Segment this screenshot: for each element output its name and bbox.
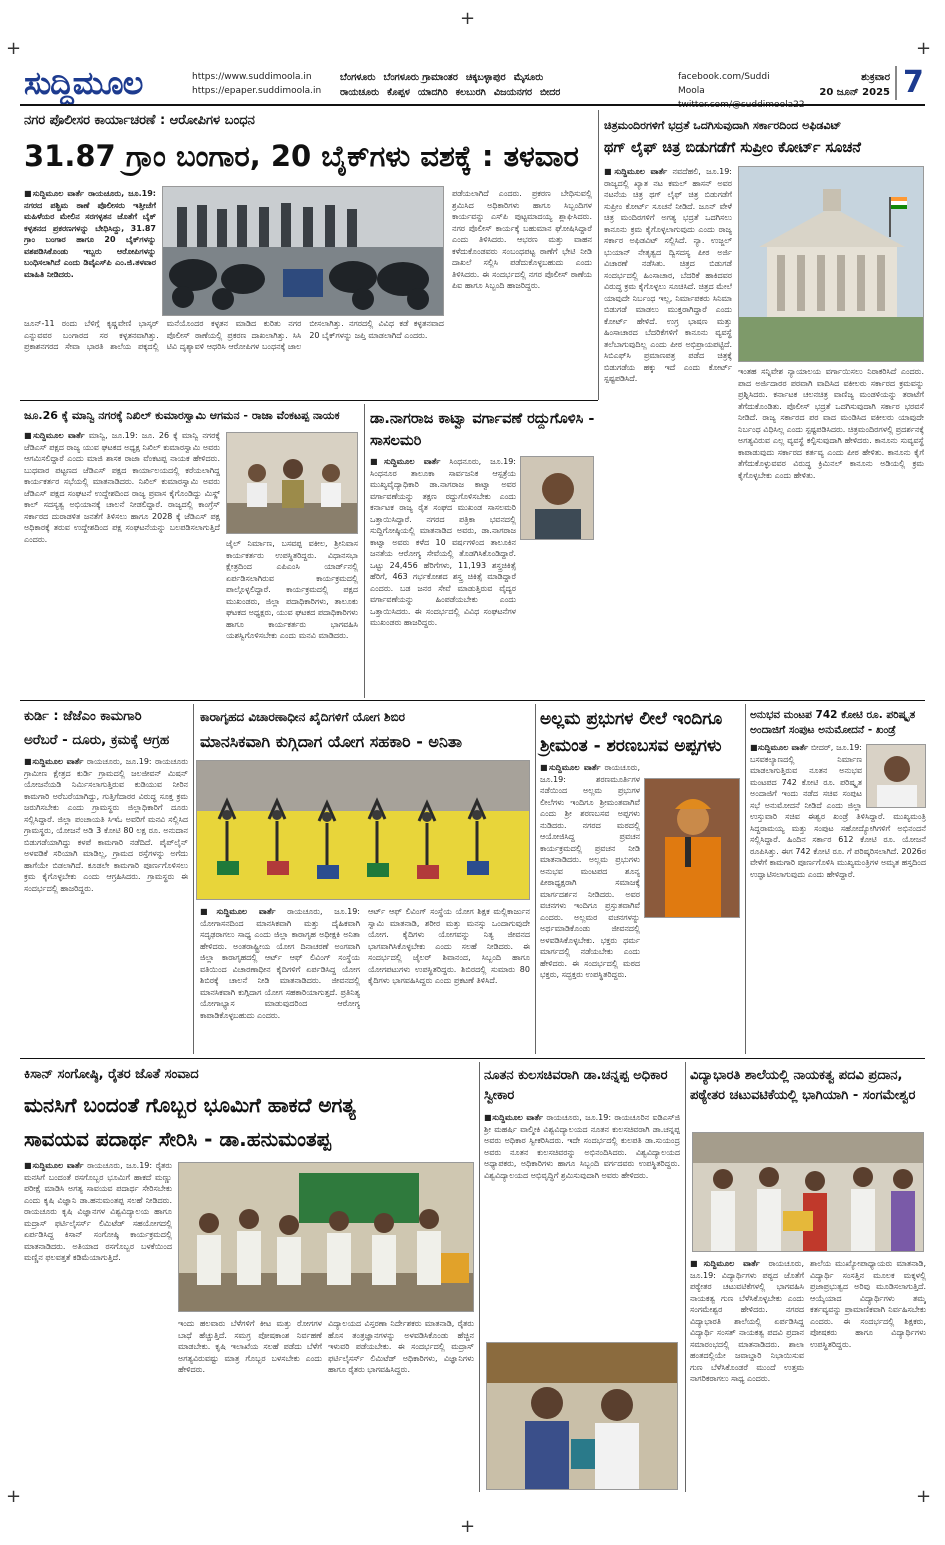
a1-body-text: ಜೂನ್‌-11 ರಂದು ಬೆಳಿಗ್ಗೆ ಕೃಷ್ಣವೇಣಿ ಭಾಸ್ಕರ್ ಎನ್ನುವವರ ಬಂಗಾರದ ಸರ ಕಳ್ಳತನವಾಗಿತ್ತು. ಪ್ರಕಾಶನಗರದ ಸೇವಾ ಭಾರತಿ ಶಾಲೆಯ ಪಕ್ಕದಲ್ಲಿ ಮನೆಯೊಂದರ ಕಳ್ಳತನ ಮಾಡಿದ ಕುರಿತು ನಗರ ಪೊಲೀಸ್ ಠಾಣೆಯಲ್ಲಿ ಪ್ರಕರಣ ದಾಖಲಾಗಿತ್ತು. ಸಿಸಿ ಟಿವಿ ದೃಶ್ಯಾವಳಿ ಆಧರಿಸಿ ಆರೋಪಿಗಳ ಬಂಧನಕ್ಕೆ ಜಾಲ ಬೀಸಲಾಗಿತ್ತು. ನಗರದಲ್ಲಿ ವಿವಿಧ ಕಡೆ ಕಳ್ಳತನವಾದ 20 ಬೈಕ್‌ಗಳನ್ನು ಜಪ್ತಿ ಮಾಡಲಾಗಿದೆ ಎಂದರು. bbox=[24, 319, 444, 351]
a2-byline: ■ಸುದ್ದಿಮೂಲ ವಾರ್ತೆ bbox=[604, 167, 668, 176]
a2-body bbox=[604, 166, 732, 696]
registration-mark-top: + bbox=[460, 8, 476, 29]
facebook-link[interactable]: facebook.com/Suddi Moola bbox=[678, 72, 770, 96]
registration-mark-tr: + bbox=[916, 38, 932, 59]
a11-title: ವಿದ್ಯಾಭಾರತಿ ಶಾಲೆಯಲ್ಲಿ ನಾಯಕತ್ವ ಪದವಿ ಪ್ರದಾನ, ಪಠ್ಯೇತರ ಚಟುವಟಿಕೆಯಲ್ಲಿ ಭಾಗಿಯಾಗಿ - ಸಂಗಮೇಶ್ವರ bbox=[690, 1068, 916, 1103]
school-event-illustration bbox=[693, 1133, 924, 1252]
a3-photo-meeting bbox=[226, 432, 358, 534]
a5-title: ಅರೆಬರೆ - ದೂರು, ಕ್ರಮಕ್ಕೆ ಆಗ್ರಹ bbox=[24, 732, 170, 748]
a9-byline: ■ಸುದ್ದಿಮೂಲ ವಾರ್ತೆ bbox=[24, 1161, 84, 1170]
a8-place: ಬೀದರ್, ಜೂ.19: bbox=[811, 743, 863, 752]
a7-a8-rule bbox=[745, 704, 746, 1054]
a6-a7-rule bbox=[535, 704, 536, 1054]
city-bengaluru-rural: ಬೆಂಗಳೂರು ಗ್ರಾಮಾಂತರ bbox=[383, 72, 458, 83]
city-bengaluru: ಬೆಂಗಳೂರು bbox=[340, 72, 376, 83]
a9-col3 bbox=[328, 1318, 474, 1490]
city-bidar: ಬೀದರ bbox=[540, 87, 561, 98]
city-vijayanagara: ವಿಜಯನಗರ bbox=[493, 87, 532, 98]
a10-a11-rule bbox=[685, 1062, 686, 1492]
a6-body bbox=[200, 906, 360, 1052]
a2-photo-supreme-court bbox=[738, 166, 924, 362]
meeting-photo-illustration bbox=[227, 433, 358, 534]
a7-body-text: ಶರಣಮೂರ್ತಿಗಳ ನಡೆಯಿಂದ ಅಲ್ಲಮ ಪ್ರಭುಗಳ ಲೀಲೆಗಳು ಇಂದಿಗೂ ಶ್ರೀಮಂತವಾಗಿವೆ ಎಂದು ಶ್ರೀ ಶರಣಬಸವ ಅಪ್ಪಗಳು ನುಡಿದರು. ನಗರದ ಮಠದಲ್ಲಿ ಆಯೋಜಿಸಿದ್ದ ಪ್ರವಚನ ಕಾರ್ಯಕ್ರಮದಲ್ಲಿ ಪ್ರವಚನ ನೀಡಿ ಮಾತನಾಡಿದರು. ಅಲ್ಲಮ ಪ್ರಭುಗಳು ಅನುಭವ ಮಂಟಪದ ಶೂನ್ಯ ಪೀಠಾಧ್ಯಕ್ಷರಾಗಿ ಸಮಾಜಕ್ಕೆ ಮಾರ್ಗದರ್ಶನ ನೀಡಿದರು. ಅವರ ವಚನಗಳು ಇಂದಿಗೂ ಪ್ರಸ್ತುತವಾಗಿವೆ ಎಂದರು. ಅಲ್ಲಮರ ವಚನಗಳನ್ನು ಅರ್ಥಮಾಡಿಕೊಂಡು ಜೀವನದಲ್ಲಿ ಅಳವಡಿಸಿಕೊಳ್ಳಬೇಕು. ಭಕ್ತರು ಧರ್ಮ ಮಾರ್ಗದಲ್ಲಿ ನಡೆಯಬೇಕು ಎಂದು ಹೇಳಿದರು. ಈ ಸಂದರ್ಭದಲ್ಲಿ ಮಠದ ಭಕ್ತರು, ಸದ್ಭಕ್ತರು ಉಪಸ್ಥಿತರಿದ್ದರು. bbox=[540, 774, 640, 979]
a9-col2 bbox=[178, 1318, 322, 1490]
registration-mark-bottom: + bbox=[460, 1516, 476, 1537]
a4-body bbox=[370, 456, 516, 696]
a1-col3 bbox=[452, 188, 592, 388]
a10-body bbox=[484, 1112, 680, 1340]
masthead-links bbox=[192, 70, 332, 98]
registration-mark-bl: + bbox=[6, 1486, 22, 1507]
city-mysuru: ಮೈಸೂರು bbox=[513, 72, 544, 83]
rule-row3 bbox=[20, 1058, 925, 1059]
masthead-logo: ಸುದ್ದಿಮೂಲ bbox=[24, 64, 143, 102]
a1-lead-text: ನಗರದ ಪಶ್ಚಿಮ ಠಾಣೆ ಪೊಲೀಸರು ಇತ್ತೀಚೆಗೆ ಮಹಿಳೆಯರ ಮೇಲಿನ ಸರಗಳ್ಳತನ ಜೊತೆಗೆ ಬೈಕ್ ಕಳ್ಳತನದ ಪ್ರಕರಣಗಳನ್ನು ಬೇಧಿಸಿದ್ದು, 31.87 ಗ್ರಾಂ ಬಂಗಾರ ಹಾಗೂ 20 ಬೈಕ್‌ಗಳನ್ನು ವಶಪಡಿಸಿಕೊಂಡು ಇಬ್ಬರು ಆರೋಪಿಗಳನ್ನು ಬಂಧಿಸಲಾಗಿದೆ ಎಂದು ಡಿವೈಎಸ್‌ಪಿ ಎಂ.ಜಿ.ತಳವಾರ ಮಾಹಿತಿ ನೀಡಿದರು. bbox=[24, 200, 156, 279]
a1-photo-police-bikes bbox=[162, 186, 444, 316]
a11-body-text: ವಿದ್ಯಾರ್ಥಿಗಳು ಪಠ್ಯದ ಜೊತೆಗೆ ಪಠ್ಯೇತರ ಚಟುವಟಿಕೆಗಳಲ್ಲಿ ಭಾಗವಹಿಸಿ ನಾಯಕತ್ವ ಗುಣ ಬೆಳೆಸಿಕೊಳ್ಳಬೇಕು ಎಂದು ಸಂಗಮೇಶ್ವರ ಹೇಳಿದರು. ನಗರದ ವಿದ್ಯಾಭಾರತಿ ಶಾಲೆಯಲ್ಲಿ ಏರ್ಪಡಿಸಿದ್ದ ವಿದ್ಯಾರ್ಥಿ ಸಂಸತ್ ನಾಯಕತ್ವ ಪದವಿ ಪ್ರದಾನ ಸಮಾರಂಭದಲ್ಲಿ ಮಾತನಾಡಿದರು. ಶಾಲಾ ಹಂತದಲ್ಲಿಯೇ ಜವಾಬ್ದಾರಿ ನಿಭಾಯಿಸುವ ಗುಣ ಬೆಳೆಸಿಕೊಂಡರೆ ಮುಂದೆ ಉತ್ತಮ ನಾಗರಿಕರಾಗಲು ಸಾಧ್ಯ ಎಂದರು. bbox=[690, 1270, 804, 1383]
a9-kicker: ಕಿಸಾನ್ ಸಂಗೋಷ್ಠಿ, ರೈತರ ಜೊತೆ ಸಂವಾದ bbox=[24, 1067, 199, 1082]
a11-place: ರಾಯಚೂರು, ಜೂ.19: bbox=[690, 1259, 804, 1280]
a11-byline: ■ಸುದ್ದಿಮೂಲ ವಾರ್ತೆ bbox=[690, 1259, 760, 1268]
a4-photo-portrait bbox=[520, 456, 594, 540]
a1-place: ರಾಯಚೂರು, ಜೂ.19: bbox=[88, 189, 156, 198]
bikes-photo-illustration bbox=[163, 187, 444, 316]
registration-mark-tl: + bbox=[6, 38, 22, 59]
city-chikkaballapura: ಚಿಕ್ಕಬಳ್ಳಾಪುರ bbox=[465, 72, 506, 83]
rule-row2 bbox=[20, 700, 925, 701]
a8-body bbox=[750, 742, 926, 1052]
a10-byline: ■ಸುದ್ದಿಮೂಲ ವಾರ್ತೆ bbox=[484, 1113, 544, 1122]
a9-col2-text: ಇಂದು ಹಲವಾರು ಬೆಳೆಗಳಿಗೆ ಕೀಟ ಮತ್ತು ರೋಗಗಳ ಬಾಧೆ ಹೆಚ್ಚುತ್ತಿದೆ. ಸಮಗ್ರ ಪೋಷಕಾಂಶ ನಿರ್ವಹಣೆ ಮಾಡಬೇಕು. ಕೃಷಿ ಇಲಾಖೆಯ ಸಲಹೆ ಪಡೆದು ಬೆಳೆಗೆ ಅಗತ್ಯವಿರುವಷ್ಟು ಮಾತ್ರ ಗೊಬ್ಬರ ಬಳಸಬೇಕು ಎಂದು ಹೇಳಿದರು. bbox=[178, 1319, 322, 1374]
issue-date-text: 20 ಜೂನ್ 2025 bbox=[819, 87, 890, 98]
a7-byline: ■ಸುದ್ದಿಮೂಲ ವಾರ್ತೆ bbox=[540, 763, 601, 772]
page-number: 7 bbox=[895, 66, 924, 100]
issue-day: ಶುಕ್ರವಾರ bbox=[861, 72, 890, 83]
a8-photo-minister bbox=[866, 744, 926, 808]
a5-kicker: ಕುರ್ಡಿ : ಜೆಜೆಎಂ ಕಾಮಗಾರಿ bbox=[24, 709, 142, 724]
a3-col2-text: ಜೈಲ್ ನಿರ್ಮಾಣ, ಬಸವಪ್ಪ ವಕೀಲ, ಶ್ರೀನಿವಾಸ ಕಾರ್ಯಕರ್ತರು ಉಪಸ್ಥಿತರಿದ್ದರು. ವಿಧಾನಸಭಾ ಕ್ಷೇತ್ರದಿಂದ ಎಪಿಎಂಸಿ ಯಾರ್ಡ್‌ನಲ್ಲಿ ಏರ್ಪಡಿಸಲಾಗಿರುವ ಕಾರ್ಯಕ್ರಮದಲ್ಲಿ ಪಾಲ್ಗೊಳ್ಳಲಿದ್ದಾರೆ. ಕಾರ್ಯಕ್ರಮದಲ್ಲಿ ಪಕ್ಷದ ಮುಖಂಡರು, ಜಿಲ್ಲಾ ಪದಾಧಿಕಾರಿಗಳು, ತಾಲೂಕು ಘಟಕದ ಅಧ್ಯಕ್ಷರು, ಯುವ ಘಟಕದ ಪದಾಧಿಕಾರಿಗಳು ಹಾಗೂ ಕಾರ್ಯಕರ್ತರು ಭಾಗವಹಿಸಿ ಯಶಸ್ವಿಗೊಳಿಸಬೇಕು ಎಂದು ಮನವಿ ಮಾಡಿದರು. bbox=[226, 539, 358, 640]
a6-title: ಮಾನಸಿಕವಾಗಿ ಕುಗ್ಗಿದಾಗ ಯೋಗ ಸಹಕಾರಿ - ಅನಿತಾ bbox=[200, 732, 462, 751]
a9-body-text: ರೈತರು ಮನಸಿಗೆ ಬಂದಂತೆ ರಸಗೊಬ್ಬರ ಭೂಮಿಗೆ ಹಾಕದೆ ಮಣ್ಣು ಪರೀಕ್ಷೆ ಮಾಡಿಸಿ ಅಗತ್ಯ ಸಾವಯವ ಪದಾರ್ಥ ಸೇರಿಸಬೇಕು ಎಂದು ಕೃಷಿ ವಿಜ್ಞಾನಿ ಡಾ.ಹನುಮಂತಪ್ಪ ಸಲಹೆ ನೀಡಿದರು. ರಾಯಚೂರು ಕೃಷಿ ವಿಜ್ಞಾನಗಳ ವಿಶ್ವವಿದ್ಯಾಲಯ ಹಾಗೂ ಮದ್ರಾಸ್ ಫರ್ಟಿಲೈಸರ್ಸ್ ಲಿಮಿಟೆಡ್ ಸಹಯೋಗದಲ್ಲಿ ಏರ್ಪಡಿಸಿದ್ದ ಕಿಸಾನ್ ಸಂಗೋಷ್ಠಿ ಕಾರ್ಯಕ್ರಮದಲ್ಲಿ ಮಾತನಾಡಿದರು. ಅತಿಯಾದ ರಸಗೊಬ್ಬರ ಬಳಕೆಯಿಂದ ಮಣ್ಣಿನ ಫಲವತ್ತತೆ ಕಡಿಮೆಯಾಗುತ್ತಿದೆ. bbox=[24, 1161, 172, 1262]
a3-body-text: ಜೂ. 26 ಕ್ಕೆ ಮಾನ್ವಿ ನಗರಕ್ಕೆ ಜೆಡಿಎಸ್ ಪಕ್ಷದ ರಾಜ್ಯ ಯುವ ಘಟಕದ ಅಧ್ಯಕ್ಷ ನಿಖಿಲ್ ಕುಮಾರಸ್ವಾಮಿ ಅವರು ಆಗಮಿಸಲಿದ್ದಾರೆ ಎಂದು ಮಾಜಿ ಶಾಸಕ ರಾಜಾ ವೆಂಕಟಪ್ಪ ನಾಯಕ ಹೇಳಿದರು. ಬುಧವಾರ ಪಟ್ಟಣದ ಜೆಡಿಎಸ್ ಪಕ್ಷದ ಕಾರ್ಯಾಲಯದಲ್ಲಿ ಕರೆಯಲಾಗಿದ್ದ ಕಾರ್ಯಕರ್ತರ ಸಭೆಯಲ್ಲಿ ಮಾತನಾಡಿದರು. ನಿಖಿಲ್ ಕುಮಾರಸ್ವಾಮಿ ಅವರು ಜೆಡಿಎಸ್ ಪಕ್ಷದ ಸಂಘಟನೆ ಉದ್ದೇಶದಿಂದ ರಾಜ್ಯ ಪ್ರವಾಸ ಕೈಗೊಂಡಿದ್ದು ಮಿಸ್ಡ್ ಕಾಲ್ ಸದಸ್ಯತ್ವ ಅಭಿಯಾನಕ್ಕೆ ಚಾಲನೆ ನೀಡಲಿದ್ದಾರೆ. ರಾಜ್ಯದಲ್ಲಿ ಕಾಂಗ್ರೆಸ್ ಸರ್ಕಾರದ ದುರಾಡಳಿತ ಜನತೆಗೆ ತಿಳಿಸಲು ಹಾಗೂ 2028 ಕ್ಕೆ ಜೆಡಿಎಸ್ ಪಕ್ಷ ಅಧಿಕಾರಕ್ಕೆ ತರುವ ಉದ್ದೇಶದಿಂದ ಪಕ್ಷ ಸಂಘಟನೆಯನ್ನು ಬಲಪಡಿಸಲಾಗುತ್ತಿದೆ ಎಂದರು. bbox=[24, 431, 220, 544]
city-kalaburagi: ಕಲಬುರಗಿ bbox=[455, 87, 486, 98]
a6-col2-text: ಆರ್ಟ್ ಆಫ್ ಲಿವಿಂಗ್ ಸಂಸ್ಥೆಯ ಯೋಗ ಶಿಕ್ಷಕ ಮಲ್ಲಿಕಾರ್ಜುನ ಸ್ವಾಮಿ ಮಾತನಾಡಿ, ಶರೀರ ಮತ್ತು ಮನಸ್ಸು ಒಂದಾಗುವುದೇ ಯೋಗ. ಕೈದಿಗಳು ಯೋಗವನ್ನು ನಿತ್ಯ ಜೀವನದ ಭಾಗವಾಗಿಸಿಕೊಳ್ಳಬೇಕು ಎಂದು ಸಲಹೆ ನೀಡಿದರು. ಈ ಸಂದರ್ಭದಲ್ಲಿ ಜೈಲರ್ ಶಿವಾನಂದ, ಸಿಬ್ಬಂದಿ ಹಾಗೂ ಯೋಗಪಟುಗಳು ಉಪಸ್ಥಿತರಿದ್ದರು. ಶಿಬಿರದಲ್ಲಿ ಸುಮಾರು 80 ಕೈದಿಗಳು ಭಾಗವಹಿಸಿದ್ದರು ಎಂದು ಪ್ರಕಟಣೆ ತಿಳಿಸಿದೆ. bbox=[368, 907, 530, 985]
a5-a6-rule bbox=[193, 704, 194, 1054]
a8-body-text: ಬಸವಕಲ್ಯಾಣದಲ್ಲಿ ನಿರ್ಮಾಣ ಮಾಡಲಾಗುತ್ತಿರುವ ನೂತನ ಅನುಭವ ಮಂಟಪದ 742 ಕೋಟಿ ರೂ. ಪರಿಷ್ಕೃತ ಅಂದಾಜಿಗೆ ಇಂದು ನಡೆದ ಸಚಿವ ಸಂಪುಟ ಸಭೆ ಅನುಮೋದನೆ ನೀಡಿದೆ ಎಂದು ಜಿಲ್ಲಾ ಉಸ್ತುವಾರಿ ಸಚಿವ ಈಶ್ವರ ಖಂಡ್ರೆ ತಿಳಿಸಿದ್ದಾರೆ. ಮುಖ್ಯಮಂತ್ರಿ ಸಿದ್ದರಾಮಯ್ಯ ಮತ್ತು ಸಂಪುಟ ಸಹೋದ್ಯೋಗಿಗಳಿಗೆ ಅಭಿನಂದನೆ ಸಲ್ಲಿಸಿದ್ದಾರೆ. ಹಿಂದಿನ ಸರ್ಕಾರ 612 ಕೋಟಿ ರೂ. ಯೋಜನೆ ರೂಪಿಸಿತ್ತು. ಈಗ 742 ಕೋಟಿ ರೂ. ಗೆ ಪರಿಷ್ಕರಿಸಲಾಗಿದೆ. 2026ರ ವೇಳೆಗೆ ಕಾಮಗಾರಿ ಪೂರ್ಣಗೊಳಿಸಿ ಮುಖ್ಯಮಂತ್ರಿಗಳ ಅಮೃತ ಹಸ್ತದಿಂದ ಉದ್ಘಾಟಿಸಲಾಗುವುದು ಎಂದು ಹೇಳಿದ್ದಾರೆ. bbox=[750, 754, 926, 879]
a2-place: ನವದೆಹಲಿ, ಜೂ.19: bbox=[672, 167, 732, 176]
a8-title: ಅನುಭವ ಮಂಟಪ 742 ಕೋಟಿ ರೂ. ಪರಿಷ್ಕೃತ ಅಂದಾಜಿಗೆ ಸಂಪುಟ ಅನುಮೋದನೆ - ಖಂಡ್ರೆ bbox=[750, 709, 916, 736]
a10-place: ರಾಯಚೂರು, ಜೂ.19: bbox=[546, 1113, 612, 1122]
a4-place: ಸಿಂಧನೂರು, ಜೂ.19: bbox=[449, 457, 516, 466]
a2-kicker: ಚಿತ್ರಮಂದಿರಗಳಿಗೆ ಭದ್ರತೆ ಒದಗಿಸುವುದಾಗಿ ಸರ್ಕಾರದಿಂದ ಅಫಿಡವಿಟ್ bbox=[604, 119, 842, 132]
a11-photo-school bbox=[692, 1132, 924, 1252]
a3-body bbox=[24, 430, 220, 696]
a4-body-text: ಸಿಂಧನೂರ ತಾಲೂಕಾ ಸಾರ್ವಜನಿಕ ಆಸ್ಪತ್ರೆಯ ಮುಖ್ಯವೈದ್ಯಾಧಿಕಾರಿ ಡಾ.ನಾಗರಾಜ ಕಾಟ್ವಾ ಅವರ ವರ್ಗಾವಣೆಯನ್ನು ತಕ್ಷಣ ರದ್ದುಗೊಳಿಸಬೇಕು ಎಂದು ಕರ್ನಾಟಕ ರಾಜ್ಯ ರೈತ ಸಂಘದ ಮುಖಂಡ ಸಾಸಲಮರಿ ಒತ್ತಾಯಿಸಿದ್ದಾರೆ. ನಗರದ ಪತ್ರಿಕಾ ಭವನದಲ್ಲಿ ಸುದ್ದಿಗೋಷ್ಠಿಯಲ್ಲಿ ಮಾತನಾಡಿದ ಅವರು, ಡಾ.ನಾಗರಾಜ ಕಾಟ್ವಾ ಅವರು ಕಳೆದ 10 ವರ್ಷಗಳಿಂದ ತಾಲೂಕಿನ ಜನತೆಯ ಆರೋಗ್ಯ ಸೇವೆಯಲ್ಲಿ ತೊಡಗಿಸಿಕೊಂಡಿದ್ದಾರೆ. ಒಟ್ಟು 24,456 ಹೆರಿಗೆಗಳು, 11,193 ಶಸ್ತ್ರಚಿಕಿತ್ಸೆ ಹೆರಿಗೆ, 463 ಗರ್ಭಕೋಶದ ಶಸ್ತ್ರ ಚಿಕಿತ್ಸೆ ಮಾಡಿದ್ದಾರೆ ಎಂದರು. ಬಡ ಜನರ ಸೇವೆ ಮಾಡುತ್ತಿರುವ ವೈದ್ಯರ ವರ್ಗಾವಣೆಯನ್ನು ಹಿಂಪಡೆಯಬೇಕು ಎಂದು ಒತ್ತಾಯಿಸಿದರು. ಈ ಸಂದರ್ಭದಲ್ಲಿ ವಿವಿಧ ಸಂಘಟನೆಗಳ ಮುಖಂಡರು ಹಾಜರಿದ್ದರು. bbox=[370, 468, 516, 627]
a1-lead bbox=[24, 188, 156, 303]
a5-place: ರಾಯಚೂರು, ಜೂ.19: bbox=[86, 757, 152, 766]
city-koppal: ಕೊಪ್ಪಳ bbox=[387, 87, 410, 98]
swamiji-illustration bbox=[645, 779, 740, 918]
registration-mark-br: + bbox=[916, 1486, 932, 1507]
a9-title-1: ಮನಸಿಗೆ ಬಂದಂತೆ ಗೊಬ್ಬರ ಭೂಮಿಗೆ ಹಾಕದೆ ಅಗತ್ಯ bbox=[24, 1093, 356, 1117]
a4-byline: ■ಸುದ್ದಿಮೂಲ ವಾರ್ತೆ bbox=[370, 457, 441, 466]
a6-photo-yoga bbox=[196, 760, 530, 900]
a1-body bbox=[24, 318, 444, 390]
a1-col3-text: ಪಡೆಯಲಾಗಿದೆ ಎಂದರು. ಪ್ರಕರಣ ಬೇಧಿಸುವಲ್ಲಿ ಶ್ರಮಿಸಿದ ಅಧಿಕಾರಿಗಳು ಹಾಗೂ ಸಿಬ್ಬಂದಿಗಳ ಕಾರ್ಯವನ್ನು ಎಸ್‌ಪಿ ಪುಟ್ಟಮಾದಯ್ಯ ಶ್ಲಾಘಿಸಿದರು. ನಗರ ಪೊಲೀಸ್ ಕಾರ್ಯಕ್ಕೆ ಬಹುಮಾನ ಘೋಷಿಸಿದ್ದಾರೆ ಎಂದು ತಿಳಿಸಿದರು. ಆಭರಣ ಮತ್ತು ವಾಹನ ಕಳೆದುಕೊಂಡವರು ಸಂಬಂಧಪಟ್ಟ ಠಾಣೆಗೆ ಭೇಟಿ ನೀಡಿ ದಾಖಲೆ ಸಲ್ಲಿಸಿ ಪಡೆದುಕೊಳ್ಳಬಹುದು ಎಂದು ತಿಳಿಸಿದರು. ಈ ಸಂದರ್ಭದಲ್ಲಿ ನಗರ ಪೊಲೀಸ್ ಠಾಣೆಯ ಪಿಐ ಹಾಗೂ ಸಿಬ್ಬಂದಿ ಹಾಜರಿದ್ದರು. bbox=[452, 189, 592, 290]
a6-kicker: ಕಾರಾಗೃಹದ ವಿಚಾರಣಾಧೀನ ಖೈದಿಗಳಿಗೆ ಯೋಗ ಶಿಬಿರ bbox=[200, 710, 406, 724]
a1-kicker: ನಗರ ಪೊಲೀಸರ ಕಾರ್ಯಾಚರಣೆ : ಆರೋಪಿಗಳ ಬಂಧನ bbox=[24, 113, 255, 128]
a8-byline: ■ಸುದ್ದಿಮೂಲ ವಾರ್ತೆ bbox=[750, 743, 809, 752]
yoga-session-illustration bbox=[197, 761, 530, 900]
a7-photo-swamiji bbox=[644, 778, 740, 918]
a5-byline: ■ಸುದ್ದಿಮೂಲ ವಾರ್ತೆ bbox=[24, 757, 84, 766]
a5-body-text: ರಾಯಚೂರು ಗ್ರಾಮೀಣ ಕ್ಷೇತ್ರದ ಕುರ್ಡಿ ಗ್ರಾಮದಲ್ಲಿ ಜಲಜೀವನ್ ಮಿಷನ್ ಯೋಜನೆಯಡಿ ನಿರ್ಮಿಸಲಾಗುತ್ತಿರುವ ಕುಡಿಯುವ ನೀರಿನ ಕಾಮಗಾರಿ ಅರೆಬರೆಯಾಗಿದ್ದು, ಗುತ್ತಿಗೆದಾರರ ವಿರುದ್ಧ ಸೂಕ್ತ ಕ್ರಮ ಜರುಗಿಸಬೇಕು ಎಂದು ಗ್ರಾಮಸ್ಥರು ಜಿಲ್ಲಾಧಿಕಾರಿಗೆ ದೂರು ಸಲ್ಲಿಸಿದ್ದಾರೆ. ಜಿಲ್ಲಾ ಪಂಚಾಯತಿ ಸಿಇಓ ಅವರಿಗೆ ಮನವಿ ಸಲ್ಲಿಸಿದ ಗ್ರಾಮಸ್ಥರು, ಯೋಜನೆ ಅಡಿ 3 ಕೋಟಿ 80 ಲಕ್ಷ ರೂ. ಅನುದಾನ ಬಿಡುಗಡೆಯಾಗಿದ್ದು ಕಳಪೆ ಕಾಮಗಾರಿ ನಡೆದಿದೆ. ಪೈಪ್‌ಲೈನ್ ಅಳವಡಿಕೆ ಸರಿಯಾಗಿ ಮಾಡಿಲ್ಲ, ಗ್ರಾಮದ ರಸ್ತೆಗಳನ್ನು ಅಗೆದು ಹಾಗೆಯೇ ಬಿಡಲಾಗಿದೆ. ಕೂಡಲೇ ಕಾಮಗಾರಿ ಪೂರ್ಣಗೊಳಿಸಲು ಕ್ರಮ ಕೈಗೊಳ್ಳಬೇಕು ಎಂದು ಆಗ್ರಹಿಸಿದರು. ಗ್ರಾಮಸ್ಥರು ಈ ಸಂದರ್ಭದಲ್ಲಿ ಹಾಜರಿದ್ದರು. bbox=[24, 757, 188, 893]
a11-col2-text: ಶಾಲೆಯ ಮುಖ್ಯೋಪಾಧ್ಯಾಯರು ಮಾತನಾಡಿ, ವಿದ್ಯಾರ್ಥಿ ಸಂಸತ್ತಿನ ಮೂಲಕ ಮಕ್ಕಳಲ್ಲಿ ಪ್ರಜಾಪ್ರಭುತ್ವದ ಅರಿವು ಮೂಡಿಸಲಾಗುತ್ತಿದೆ. ಆಯ್ಕೆಯಾದ ವಿದ್ಯಾರ್ಥಿಗಳು ತಮ್ಮ ಕರ್ತವ್ಯವನ್ನು ಪ್ರಾಮಾಣಿಕವಾಗಿ ನಿರ್ವಹಿಸಬೇಕು ಎಂದರು. ಈ ಸಂದರ್ಭದಲ್ಲಿ ಶಿಕ್ಷಕರು, ಪೋಷಕರು ಹಾಗೂ ವಿದ್ಯಾರ್ಥಿಗಳು ಉಪಸ್ಥಿತರಿದ್ದರು. bbox=[810, 1259, 926, 1349]
rule-row1 bbox=[20, 400, 598, 401]
epaper-link[interactable]: https://epaper.suddimoola.in bbox=[192, 86, 322, 96]
a9-title-2: ಸಾವಯವ ಪದಾರ್ಥ ಸೇರಿಸಿ - ಡಾ.ಹನುಮಂತಪ್ಪ bbox=[24, 1127, 331, 1151]
a2-col2-text: ಇಂತಹ ಸನ್ನಿವೇಶ ನ್ಯಾಯಾಲಯ ವರ್ಗಾಯಿಸಲು ನಿರಾಕರಿಸಿದೆ ಎಂದರು. ಪಾದ ಅರ್ಜಿದಾರರ ಪರವಾಗಿ ವಾದಿಸಿದ ವಕೀಲರು ಸರ್ಕಾರದ ಕ್ರಮವನ್ನು ಪ್ರಶ್ನಿಸಿದರು. ಕರ್ನಾಟಕ ಚಲನಚಿತ್ರ ವಾಣಿಜ್ಯ ಮಂಡಳಿಯನ್ನು ತರಾಟೆಗೆ ತೆಗೆದುಕೊಂಡಿತು. ಪೊಲೀಸ್ ಭದ್ರತೆ ಒದಗಿಸುವುದಾಗಿ ಸರ್ಕಾರ ಭರವಸೆ ನೀಡಿದೆ. ರಾಜ್ಯ ಸರ್ಕಾರದ ಪರ ವಾದ ಮಂಡಿಸಿದ ವಕೀಲರು ಯಾವುದೇ ನಿರ್ಬಂಧ ವಿಧಿಸಿಲ್ಲ ಎಂದು ಸ್ಪಷ್ಟಪಡಿಸಿದರು. ಚಿತ್ರಮಂದಿರಗಳಲ್ಲಿ ಪ್ರದರ್ಶನಕ್ಕೆ ಅಗತ್ಯವಿರುವ ಎಲ್ಲ ವ್ಯವಸ್ಥೆ ಕಲ್ಪಿಸುವುದಾಗಿ ಹೇಳಿದರು. ಕಾನೂನು ಸುವ್ಯವಸ್ಥೆ ಕಾಪಾಡುವುದು ಸರ್ಕಾರದ ಕರ್ತವ್ಯ ಎಂದು ಪೀಠ ಹೇಳಿತು. ಕಾನೂನು ಕೈಗೆ ತೆಗೆದುಕೊಳ್ಳುವವರ ವಿರುದ್ಧ ಕ್ರಿಮಿನಲ್ ಕಾನೂನು ಅಡಿಯಲ್ಲಿ ಕ್ರಮ ಕೈಗೊಳ್ಳಬೇಕು ಎಂದು ಹೇಳಿತು. bbox=[738, 367, 924, 480]
a6-byline: ■ಸುದ್ದಿಮೂಲ ವಾರ್ತೆ bbox=[200, 907, 276, 916]
a6-body-text: ಯೋಗಾಸನದಿಂದ ಮಾನಸಿಕವಾಗಿ ಮತ್ತು ದೈಹಿಕವಾಗಿ ಸದೃಢರಾಗಲು ಸಾಧ್ಯ ಎಂದು ಜಿಲ್ಲಾ ಕಾರಾಗೃಹ ಅಧೀಕ್ಷಕಿ ಅನಿತಾ ಹೇಳಿದರು. ಅಂತರಾಷ್ಟ್ರೀಯ ಯೋಗ ದಿನಾಚರಣೆ ಅಂಗವಾಗಿ ಜಿಲ್ಲಾ ಕಾರಾಗೃಹದಲ್ಲಿ ಆರ್ಟ್ ಆಫ್ ಲಿವಿಂಗ್ ಸಂಸ್ಥೆಯ ವತಿಯಿಂದ ವಿಚಾರಣಾಧೀನ ಕೈದಿಗಳಿಗೆ ಏರ್ಪಡಿಸಿದ್ದ ಯೋಗ ಶಿಬಿರಕ್ಕೆ ಚಾಲನೆ ನೀಡಿ ಮಾತನಾಡಿದರು. ಜೀವನದಲ್ಲಿ ಮಾನಸಿಕವಾಗಿ ಕುಗ್ಗಿದಾಗ ಯೋಗ ಸಹಕಾರಿಯಾಗುತ್ತದೆ. ಪ್ರತಿನಿತ್ಯ ಯೋಗಾಭ್ಯಾಸ ಮಾಡುವುದರಿಂದ ಆರೋಗ್ಯ ಕಾಪಾಡಿಕೊಳ್ಳಬಹುದು ಎಂದರು. bbox=[200, 918, 360, 1020]
a2-col2 bbox=[738, 366, 924, 696]
supreme-court-illustration bbox=[739, 167, 924, 362]
a4-title: ಡಾ.ನಾಗರಾಜ ಕಾಟ್ವಾ ವರ್ಗಾವಣೆ ರದ್ದುಗೊಳಿಸಿ - ಸಾಸಲಮರಿ bbox=[370, 411, 595, 449]
a11-col2 bbox=[810, 1258, 926, 1490]
issue-date bbox=[808, 70, 890, 100]
a7-body bbox=[540, 762, 640, 1052]
a1-title: 31.87 ಗ್ರಾಂ ಬಂಗಾರ, 20 ಬೈಕ್‌ಗಳು ವಶಕ್ಕೆ : ತಳವಾರ bbox=[24, 139, 579, 173]
minister-portrait-illustration bbox=[867, 745, 926, 808]
masthead-rule bbox=[20, 104, 925, 106]
a1-byline: ■ಸುದ್ದಿಮೂಲ ವಾರ್ತೆ bbox=[24, 189, 85, 198]
a10-body-text: ರಾಯಚೂರಿನ ಐಡಿಎಸ್‌ಜಿ ಶ್ರೀ ಮಹರ್ಷಿ ವಾಲ್ಮೀಕಿ ವಿಶ್ವವಿದ್ಯಾಲಯದ ನೂತನ ಕುಲಸಚಿವರಾಗಿ ಡಾ.ಚನ್ನಪ್ಪ ಅವರು ಅಧಿಕಾರ ಸ್ವೀಕರಿಸಿದರು. ಇದೇ ಸಂದರ್ಭದಲ್ಲಿ ಕುಲಪತಿ ಡಾ.ಸುಯಂದ್ರ ಅವರು ನೂತನ ಕುಲಸಚಿವರನ್ನು ಅಭಿನಂದಿಸಿದರು. ವಿಶ್ವವಿದ್ಯಾಲಯದ ಅಧ್ಯಾಪಕರು, ಅಧಿಕಾರಿಗಳು ಹಾಗೂ ಸಿಬ್ಬಂದಿ ವರ್ಗದವರು ಉಪಸ್ಥಿತರಿದ್ದರು. ವಿಶ್ವವಿದ್ಯಾಲಯದ ಅಭಿವೃದ್ಧಿಗೆ ಶ್ರಮಿಸುವುದಾಗಿ ಅವರು ಹೇಳಿದರು. bbox=[484, 1113, 680, 1180]
a6-place: ರಾಯಚೂರು, ಜೂ.19: bbox=[287, 907, 360, 916]
a7-title: ಅಲ್ಲಮ ಪ್ರಭುಗಳ ಲೀಲೆ ಇಂದಿಗೂ ಶ್ರೀಮಂತ - ಶರಣಬಸವ ಅಪ್ಪಗಳು bbox=[540, 709, 723, 756]
a5-body bbox=[24, 756, 188, 1052]
website-link[interactable]: https://www.suddimoola.in bbox=[192, 72, 312, 82]
a9-col3-text: ವಿದ್ಯಾಲಯದ ವಿಸ್ತರಣಾ ನಿರ್ದೇಶಕರು ಮಾತನಾಡಿ, ರೈತರು ಹೊಸ ತಂತ್ರಜ್ಞಾನಗಳನ್ನು ಅಳವಡಿಸಿಕೊಂಡು ಹೆಚ್ಚಿನ ಇಳುವರಿ ಪಡೆಯಬೇಕು. ಈ ಸಂದರ್ಭದಲ್ಲಿ ಮದ್ರಾಸ್ ಫರ್ಟಿಲೈಸರ್ಸ್ ಲಿಮಿಟೆಡ್ ಅಧಿಕಾರಿಗಳು, ವಿಜ್ಞಾನಿಗಳು ಹಾಗೂ ರೈತರು ಭಾಗವಹಿಸಿದ್ದರು. bbox=[328, 1319, 474, 1374]
a3-title: ಜೂ.26 ಕ್ಕೆ ಮಾನ್ವಿ ನಗರಕ್ಕೆ ನಿಖಿಲ್ ಕುಮಾರಸ್ವಾಮಿ ಆಗಮನ - ರಾಜಾ ವೆಂಕಟಪ್ಪ ನಾಯಕ bbox=[24, 409, 340, 422]
farmers-meeting-illustration bbox=[179, 1163, 474, 1312]
registrar-photo-illustration bbox=[487, 1343, 678, 1490]
a3-a4-rule bbox=[364, 404, 365, 698]
a3-byline: ■ಸುದ್ದಿಮೂಲ ವಾರ್ತೆ bbox=[24, 431, 85, 440]
a9-body bbox=[24, 1160, 172, 1490]
a10-photo-registrar bbox=[486, 1342, 678, 1490]
a6-col2 bbox=[368, 906, 530, 1052]
city-yadgir: ಯಾದಗಿರಿ bbox=[417, 87, 448, 98]
masthead-cities bbox=[340, 70, 670, 100]
a10-title: ನೂತನ ಕುಲಸಚಿವರಾಗಿ ಡಾ.ಚನ್ನಪ್ಪ ಅಧಿಕಾರ ಸ್ವೀಕಾರ bbox=[484, 1068, 668, 1103]
a9-a10-rule bbox=[479, 1062, 480, 1492]
a3-col2 bbox=[226, 538, 358, 696]
city-raichur: ರಾಯಚೂರು bbox=[340, 87, 380, 98]
a2-body-text: ರಾಜ್ಯದಲ್ಲಿ ಖ್ಯಾತ ನಟ ಕಮಲ್ ಹಾಸನ್ ಅವರ ನಟನೆಯ ಚಿತ್ರ ಥಗ್ ಲೈಫ್ ಚಿತ್ರ ಬಿಡುಗಡೆಗೆ ಸುಪ್ರೀಂ ಕೋರ್ಟ್ ಸೂಚನೆ ನೀಡಿದೆ. ಜೂನ್ ವೇಳೆ ಚಿತ್ರ ಮಂದಿರಗಳಿಗೆ ಅಗತ್ಯ ಭದ್ರತೆ ಒದಗಿಸಲು ಕಾನೂನು ಕ್ರಮ ಕೈಗೊಳ್ಳಲಾಗುವುದು ಎಂದು ರಾಜ್ಯ ಸರ್ಕಾರ ಅಫಿಡವಿಟ್ ಸಲ್ಲಿಸಿದೆ. ನ್ಯಾ. ಉಜ್ಜಲ್ ಭುಯಾನ್ ನೇತೃತ್ವದ ದ್ವಿಸದಸ್ಯ ಪೀಠ ಅರ್ಜಿ ವಿಚಾರಣೆ ನಡೆಸಿತು. ಚಿತ್ರದ ಬಿಡುಗಡೆ ಸಂದರ್ಭದಲ್ಲಿ ಹಿಂಸಾಚಾರ, ಬೆದರಿಕೆ ಹಾಕಿದವರ ವಿರುದ್ಧ ಕ್ರಮ ಕೈಗೊಳ್ಳಲು ಸೂಚಿಸಿದೆ. ಚಿತ್ರದ ಮೇಲೆ ಯಾವುದೇ ನಿರ್ಬಂಧ ಇಲ್ಲ, ನಿರ್ಮಾಪಕರು ಸಿನಿಮಾ ಬಿಡುಗಡೆ ಮಾಡಲು ಮುಕ್ತರಾಗಿದ್ದಾರೆ ಎಂದು ಕೋರ್ಟ್ ಹೇಳಿದೆ. ಉಗ್ರ ಭಾಷಣ ಮತ್ತು ಹಿಂಸಾಚಾರದ ಬೆದರಿಕೆಗಳಿಗೆ ಕಾನೂನು ವ್ಯವಸ್ಥೆ ತಲೆಬಾಗುವುದಿಲ್ಲ ಎಂದು ಪೀಠ ಅಭಿಪ್ರಾಯಪಟ್ಟಿದೆ. ಸಿಬಿಎಫ್‌ಸಿ ಪ್ರಮಾಣಪತ್ರ ಪಡೆದ ಚಿತ್ರಕ್ಕೆ ಬಿಡುಗಡೆಯ ಹಕ್ಕು ಇದೆ ಎಂದು ಕೋರ್ಟ್ ಸ್ಪಷ್ಟಪಡಿಸಿದೆ. bbox=[604, 178, 732, 383]
portrait-illustration bbox=[521, 457, 594, 540]
a1-a2-rule bbox=[598, 110, 599, 400]
a2-title: ಥಗ್ ಲೈಫ್ ಚಿತ್ರ ಬಿಡುಗಡೆಗೆ ಸುಪ್ರೀಂ ಕೋರ್ಟ್ ಸೂಚನೆ bbox=[604, 140, 861, 156]
a7-place: ರಾಯಚೂರು, ಜೂ.19: bbox=[540, 763, 640, 784]
a11-body bbox=[690, 1258, 804, 1490]
a9-photo-farmers bbox=[178, 1162, 474, 1312]
a9-place: ರಾಯಚೂರು, ಜೂ.19: bbox=[87, 1161, 153, 1170]
a3-place: ಮಾನ್ವಿ, ಜೂ.19: bbox=[88, 431, 138, 440]
